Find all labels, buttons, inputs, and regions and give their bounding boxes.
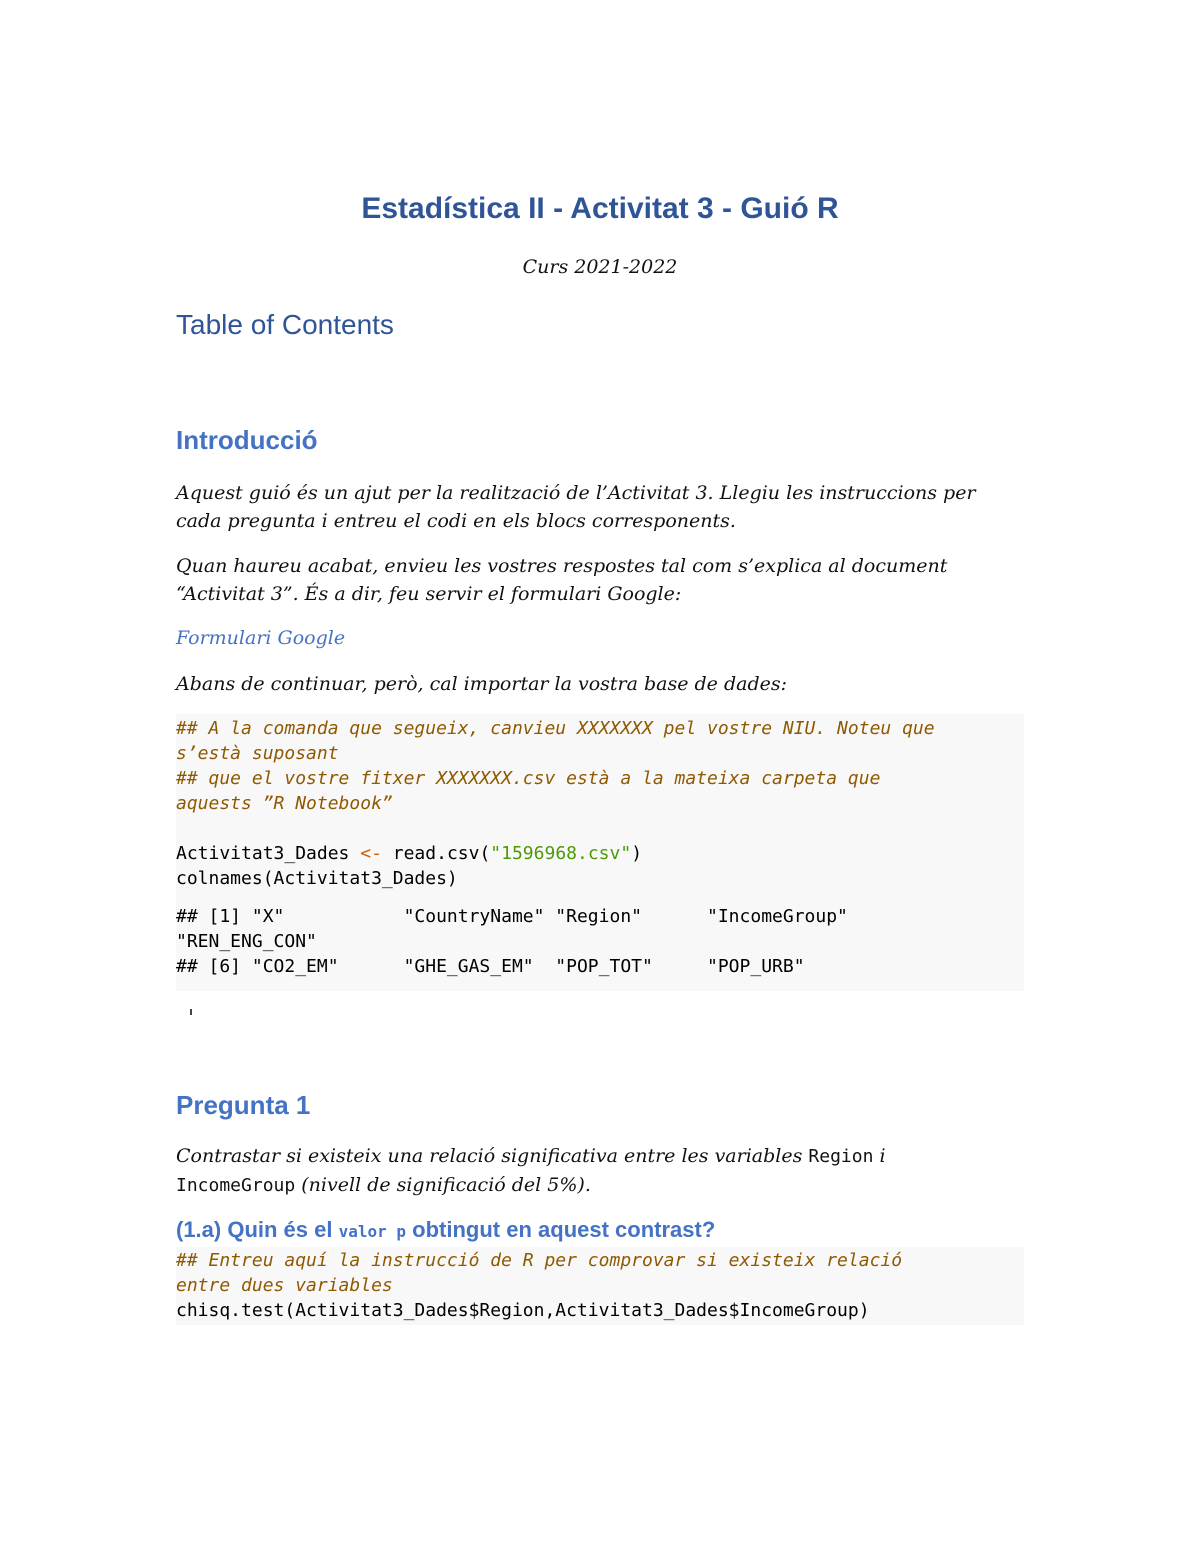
code-chisq-line: chisq.test(Activitat3_Dades$Region,Activitat3_Dades$IncomeGroup) — [176, 1300, 870, 1321]
chisq-code-block — [176, 1247, 1024, 1325]
document-title: Estadística II - Activitat 3 - Guió R — [361, 192, 839, 225]
table-of-contents-heading: Table of Contents — [176, 309, 394, 340]
code-paren: ) — [631, 843, 643, 864]
region-variable: Region — [808, 1146, 874, 1167]
code-variable: Activitat3_Dades — [176, 843, 361, 864]
code-output-line: ## [1] "X" "CountryName" "Region" "IncomeGroup" — [176, 906, 848, 927]
code-comment: ## que el vostre fitxer XXXXXXX.csv està a la mateixa carpeta que — [176, 768, 881, 789]
question-1-text — [176, 1142, 936, 1200]
code-blank-line — [176, 816, 1024, 841]
code-output-gap — [176, 891, 1024, 904]
intro-heading: Introducció — [176, 425, 318, 455]
heading-inline-code: valor p — [338, 1222, 407, 1241]
code-colnames-line: colnames(Activitat3_Dades) — [176, 868, 458, 889]
code-comment: ## Entreu aquí la instrucció de R per comprovar si existeix relació — [176, 1250, 903, 1271]
question-1-text-part: i — [873, 1145, 886, 1167]
code-comment: s’està suposant — [176, 743, 339, 764]
intro-paragraph-3: Abans de continuar, però, cal importar la vostra base de dades: — [176, 673, 788, 695]
heading-text: (1.a) Quin és el — [176, 1217, 339, 1242]
question-1-heading: Pregunta 1 — [176, 1090, 311, 1120]
google-form-link[interactable]: Formulari Google — [176, 627, 346, 649]
import-code-block — [176, 714, 1024, 991]
code-read-csv-line — [176, 841, 1024, 866]
code-function: read.csv( — [381, 843, 491, 864]
code-comment: entre dues variables — [176, 1275, 393, 1296]
stray-mark — [190, 1009, 192, 1015]
code-comment: ## A la comanda que segueix, canvieu XXXXXXX pel vostre NIU. Noteu que — [176, 718, 935, 739]
code-output-line: ## [6] "CO2_EM" "GHE_GAS_EM" "POP_TOT" "POP_URB" — [176, 956, 805, 977]
question-1-text-part: (nivell de significació del 5%). — [295, 1174, 591, 1196]
assign-operator: <- — [360, 843, 382, 864]
intro-paragraph-1: Aquest guió és un ajut per la realització de l’Activitat 3. Llegiu les instruccions per cada pregunta i entreu el codi en els blocs corresponents. — [176, 482, 976, 532]
incomegroup-variable: IncomeGroup — [176, 1175, 296, 1196]
code-output-line: "REN_ENG_CON" — [176, 931, 317, 952]
code-string: "1596968.csv" — [490, 843, 632, 864]
heading-text: obtingut en aquest contrast? — [406, 1217, 716, 1242]
code-comment: aquests ”R Notebook” — [176, 793, 393, 814]
intro-paragraph-2: Quan haureu acabat, envieu les vostres respostes tal com s’explica al document “Activitat 3”. És a dir, feu servir el formulari Google: — [176, 555, 948, 605]
document-subtitle: Curs 2021-2022 — [522, 256, 678, 278]
question-1-text-part: Contrastar si existeix una relació significativa entre les variables — [176, 1145, 809, 1167]
question-1a-heading — [176, 1217, 715, 1243]
